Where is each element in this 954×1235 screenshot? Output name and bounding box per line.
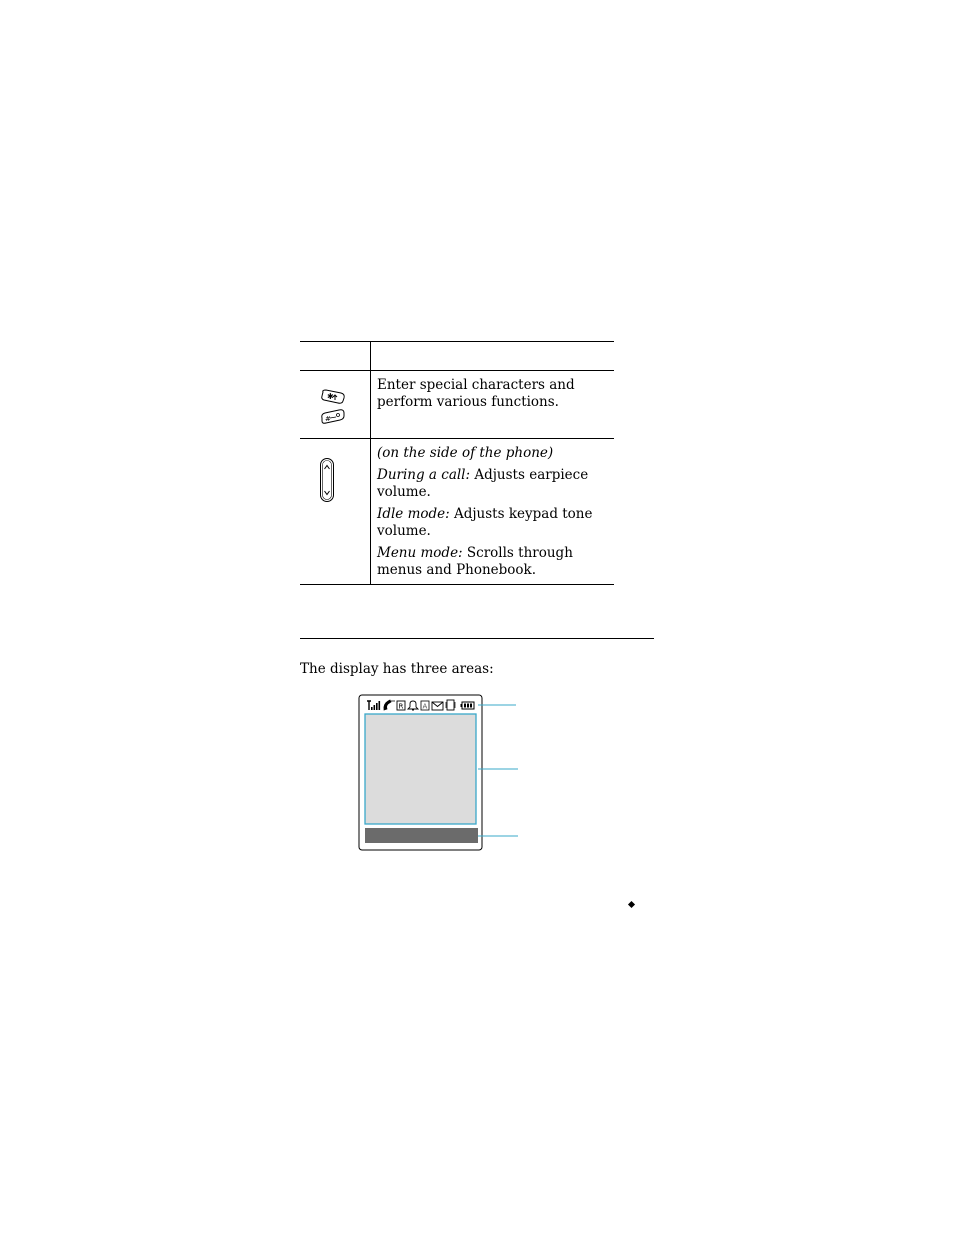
- vibration-icon: [446, 700, 455, 710]
- hash-key-icon: [320, 409, 346, 425]
- mode-item: [377, 467, 608, 501]
- mode-item: [377, 545, 608, 579]
- table-header-row: [300, 341, 614, 371]
- mode-text: Adjusts keypad tone volume.: [377, 506, 593, 539]
- table-row: [300, 439, 614, 585]
- key-function-table: [300, 341, 614, 585]
- battery-icon: [461, 702, 475, 709]
- text-graphic-area: [365, 714, 476, 824]
- mode-text: Scrolls through menus and Phonebook.: [377, 545, 573, 578]
- section-divider: [300, 638, 654, 639]
- svg-text:A: A: [422, 702, 428, 711]
- message-envelope-icon: [432, 702, 443, 710]
- display-areas-diagram: [358, 694, 528, 854]
- mode-icon: [421, 701, 429, 711]
- key-cell: [300, 439, 371, 584]
- service-icon: [397, 701, 405, 711]
- svg-text:R: R: [398, 702, 404, 711]
- volume-key-icon: [319, 457, 335, 503]
- description-cell: [371, 439, 614, 584]
- mode-label: Menu mode:: [377, 545, 463, 561]
- key-description: Enter special characters and perform various functions.: [377, 377, 575, 410]
- display-intro-text: The display has three areas:: [300, 661, 494, 677]
- mode-item: [377, 506, 608, 540]
- header-key-cell: [300, 342, 371, 370]
- svg-text:✱: ✱: [327, 392, 334, 401]
- key-location-note: (on the side of the phone): [377, 445, 554, 461]
- svg-text:#: #: [325, 415, 331, 423]
- page-marker-diamond: [628, 901, 635, 908]
- description-cell: [371, 371, 614, 438]
- soft-key-indicator-bar: [365, 828, 478, 843]
- key-cell: [300, 371, 371, 438]
- table-row: [300, 371, 614, 439]
- mode-text: Adjusts earpiece volume.: [377, 467, 589, 500]
- header-description-cell: [371, 342, 614, 370]
- mode-label: During a call:: [377, 467, 471, 483]
- mode-label: Idle mode:: [377, 506, 450, 522]
- star-shift-key-icon: [320, 389, 346, 405]
